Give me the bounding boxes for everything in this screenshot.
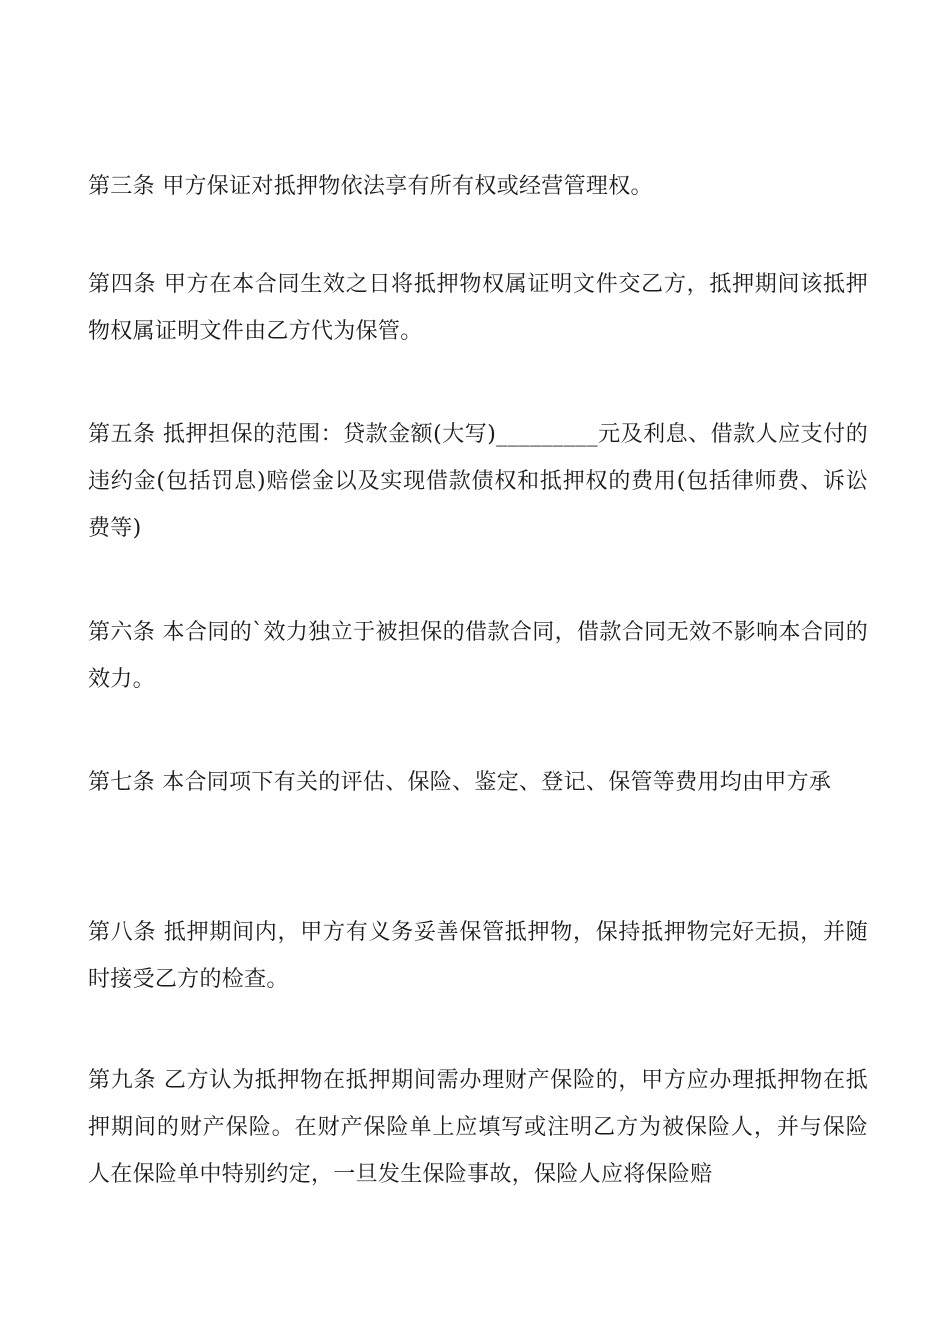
clause-3: 第三条 甲方保证对抵押物依法享有所有权或经营管理权。 bbox=[88, 174, 653, 199]
clause-8: 第八条 抵押期间内，甲方有义务妥善保管抵押物，保持抵押物完好无损，并随时接受乙方的检查。 bbox=[88, 920, 868, 992]
clause-5: 第五条 抵押担保的范围：贷款金额(大写)_________元及利息、借款人应支付的违约金(包括罚息)赔偿金以及实现借款债权和抵押权的费用(包括律师费、诉讼费等) bbox=[88, 422, 868, 541]
clause-7: 第七条 本合同项下有关的评估、保险、鉴定、登记、保管等费用均由甲方承 bbox=[88, 770, 832, 795]
clause-4: 第四条 甲方在本合同生效之日将抵押物权属证明文件交乙方，抵押期间该抵押物权属证明文件由乙方代为保管。 bbox=[88, 272, 868, 344]
clause-9: 第九条 乙方认为抵押物在抵押期间需办理财产保险的，甲方应办理抵押物在抵押期间的财产保险。在财产保险单上应填写或注明乙方为被保险人，并与保险人在保险单中特别约定，一旦发生保险事故，保险人应将保险赔 bbox=[88, 1068, 868, 1187]
clause-6: 第六条 本合同的`效力独立于被担保的借款合同，借款合同无效不影响本合同的效力。 bbox=[88, 620, 868, 692]
